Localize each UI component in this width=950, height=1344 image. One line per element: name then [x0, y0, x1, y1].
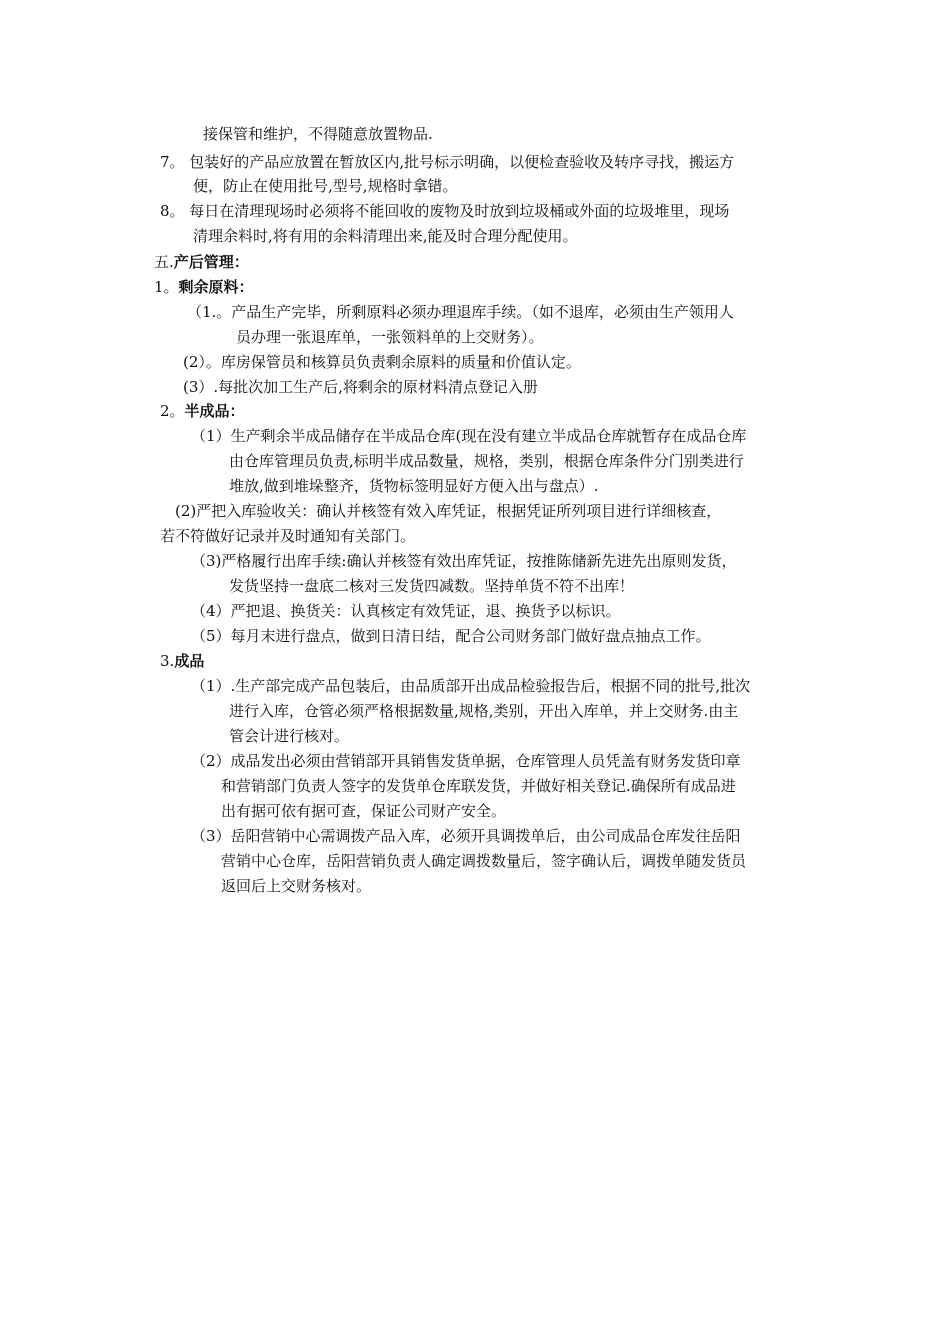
text-line: 员办理一张退库单，一张领料单的上交财务）。	[236, 328, 544, 346]
subsection-title: 半成品：	[184, 402, 245, 420]
text-line: 和营销部门负责人签字的发货单仓库联发货，并做好相关登记.确保所有成品进	[221, 777, 736, 795]
text-line: 8。 每日在清理现场时必须将不能回收的废物及时放到垃圾桶或外面的垃圾堆里，现场	[160, 202, 730, 220]
text-line: （1）生产剩余半成品储存在半成品仓库(现在没有建立半成品仓库就暂存在成品仓库	[191, 427, 747, 445]
text-line: 接保管和维护，不得随意放置物品.	[203, 125, 433, 143]
text-line: 发货坚持一盘底二核对三发货四减数。坚持单货不符不出库！	[229, 577, 635, 595]
subsection-title: 剩余原料：	[178, 278, 254, 296]
text-line: （4）严把退、换货关：认真核定有效凭证，退、换货予以标识。	[191, 602, 621, 620]
text-line: 进行入库，仓管必须严格根据数量,规格,类别，开出入库单，并上交财务.由主	[229, 702, 739, 720]
text-line: 营销中心仓库，岳阳营销负责人确定调拨数量后，签字确认后，调拨单随发货员	[221, 852, 747, 870]
text-line: 出有据可依有据可查，保证公司财产安全。	[221, 802, 507, 820]
text-line: 管会计进行核对。	[229, 727, 350, 745]
text-line: 清理余料时,将有用的余料清理出来,能及时合理分配使用。	[193, 227, 578, 245]
text-line: （1.。产品生产完毕，所剩原料必须办理退库手续。（如不退库，必须由生产领用人	[187, 303, 734, 321]
section-title: 产后管理：	[173, 253, 249, 271]
subsection-heading	[160, 651, 204, 671]
text-line: （3）岳阳营销中心需调拨产品入库，必须开具调拨单后，由公司成品仓库发往岳阳	[191, 827, 741, 845]
subsection-heading	[154, 277, 254, 297]
text-line: (2）。库房保管员和核算员负责剩余原料的质量和价值认定。	[183, 353, 581, 371]
section-heading	[154, 252, 249, 272]
text-line: 便，防止在使用批号,型号,规格时拿错。	[193, 177, 458, 195]
text-line: （5）每月末进行盘点，做到日清日结，配合公司财务部门做好盘点抽点工作。	[191, 627, 711, 645]
subsection-number: 1。	[154, 278, 179, 296]
section-number: 五.	[154, 253, 174, 271]
text-line: 由仓库管理员负责,标明半成品数量，规格，类别，根据仓库条件分门别类进行	[229, 452, 744, 470]
subsection-heading	[160, 401, 245, 421]
subsection-number: 3.	[160, 652, 175, 670]
text-line: (3）.每批次加工生产后,将剩余的原材料清点登记入册	[183, 378, 538, 396]
subsection-title: 成品	[174, 652, 205, 670]
text-line: 返回后上交财务核对。	[221, 877, 372, 895]
text-line: （2）成品发出必须由营销部开具销售发货单据，仓库管理人员凭盖有财务发货印章	[191, 752, 741, 770]
text-line: （3)严格履行出库手续:确认并核签有效出库凭证，按推陈储新先进先出原则发货，	[191, 552, 737, 570]
text-line: （1）.生产部完成产品包装后，由品质部开出成品检验报告后，根据不同的批号,批次	[191, 677, 751, 695]
text-line: 若不符做好记录并及时通知有关部门。	[160, 527, 416, 545]
text-line: 堆放,做到堆垛整齐，货物标签明显好方便入出与盘点）.	[229, 477, 599, 495]
text-line: (2)严把入库验收关：确认并核签有效入库凭证，根据凭证所列项目进行详细核查，	[175, 502, 722, 520]
subsection-number: 2。	[160, 402, 185, 420]
text-line: 7。 包装好的产品应放置在暂放区内,批号标示明确，以便检查验收及转序寻找，搬运方	[160, 153, 735, 171]
